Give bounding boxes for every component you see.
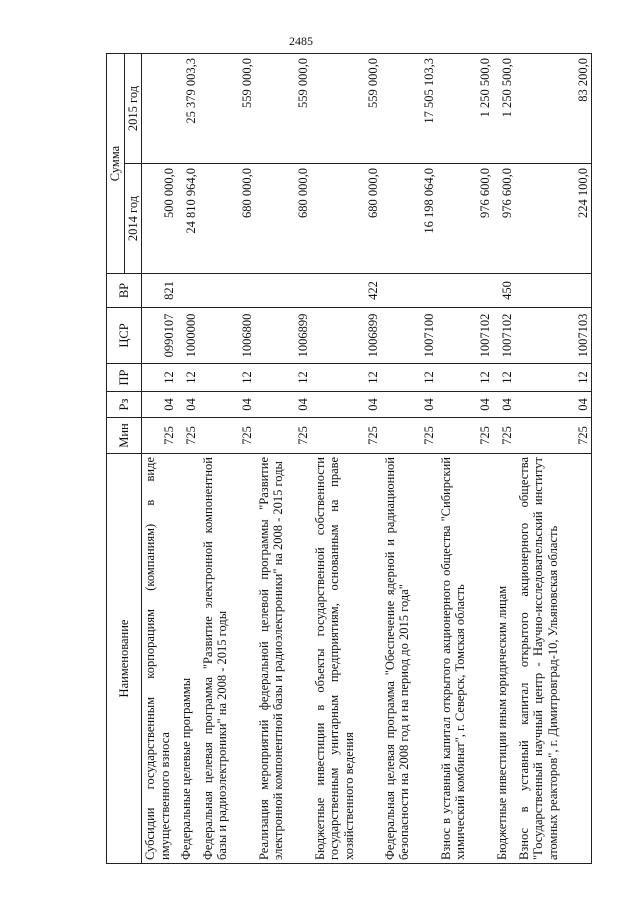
row-2015 (142, 54, 178, 164)
row-csr: 1007100 (382, 308, 438, 364)
row-name: Взнос в уставный капитал открытого акционерного общества "Государственный научный центр - Научно-исследовательский институт атомных реакторов", г. Димитровград-10, Ульяновская область (516, 454, 592, 864)
row-csr: 1006899 (312, 308, 382, 364)
row-name: Бюджетные инвестиции в объекты государственной собственности государственным унитарным предприятиям, основанным на праве хозяйственного ведения (312, 454, 382, 864)
row-min: 725 (438, 418, 494, 454)
row-vr: 450 (494, 274, 516, 308)
row-min: 725 (142, 418, 178, 454)
row-2014: 976 600,0 (494, 164, 516, 274)
row-2015: 1 250 500,0 (494, 54, 516, 164)
page-number: 2485 (289, 34, 313, 48)
row-min: 725 (200, 418, 256, 454)
row-min: 725 (382, 418, 438, 454)
row-2014: 680 000,0 (256, 164, 312, 274)
row-pr: 12 (142, 364, 178, 392)
row-2014: 976 600,0 (438, 164, 494, 274)
row-pr: 12 (438, 364, 494, 392)
header-pr: ПР (107, 364, 142, 392)
row-vr (178, 274, 200, 308)
row-pr: 12 (256, 364, 312, 392)
row-name: Реализация мероприятий федеральной целевой программы "Развитие электронной компонентной базы и радиоэлектроники" на 2008 - 2015 годы (256, 454, 312, 864)
row-csr: 1007102 (494, 308, 516, 364)
row-rz: 04 (494, 392, 516, 418)
row-2014: 224 100,0 (516, 164, 592, 274)
row-rz: 04 (256, 392, 312, 418)
row-pr: 12 (178, 364, 200, 392)
row-2015: 25 379 003,3 (178, 54, 200, 164)
row-name: Федеральная целевая программа "Обеспечение ядерной и радиационной безопасности на 2008 год и на период до 2015 года" (382, 454, 438, 864)
header-2015: 2015 год (124, 54, 142, 164)
row-csr: 1007102 (438, 308, 494, 364)
header-name: Наименование (107, 454, 142, 864)
header-sum: Сумма (107, 54, 125, 274)
row-csr: 1007103 (516, 308, 592, 364)
table-row (516, 54, 592, 864)
row-name: Федеральная целевая программа "Развитие электронной компонентной базы и радиоэлектроники" на 2008 - 2015 годы (200, 454, 256, 864)
row-2014: 500 000,0 (142, 164, 178, 274)
row-pr: 12 (516, 364, 592, 392)
header-vr: ВР (107, 274, 142, 308)
header-csr: ЦСР (107, 308, 142, 364)
row-2015: 559 000,0 (200, 54, 256, 164)
row-pr: 12 (200, 364, 256, 392)
row-vr: 821 (142, 274, 178, 308)
row-vr (200, 274, 256, 308)
row-name: Взнос в уставный капитал открытого акционерного общества "Сибирский химический комбинат", г. Северск, Томская область (438, 454, 494, 864)
table-row (494, 54, 516, 864)
row-rz: 04 (312, 392, 382, 418)
row-rz: 04 (200, 392, 256, 418)
row-2014: 680 000,0 (312, 164, 382, 274)
row-csr: 1006800 (200, 308, 256, 364)
budget-table-rotated (106, 54, 596, 864)
row-vr (516, 274, 592, 308)
header-min: Мин (107, 418, 142, 454)
row-2014: 16 198 064,0 (382, 164, 438, 274)
row-csr: 1006899 (256, 308, 312, 364)
row-2015: 559 000,0 (256, 54, 312, 164)
row-2015: 17 505 103,3 (382, 54, 438, 164)
row-2014: 680 000,0 (200, 164, 256, 274)
row-min: 725 (516, 418, 592, 454)
table-row (142, 54, 178, 864)
row-rz: 04 (438, 392, 494, 418)
row-vr (256, 274, 312, 308)
row-csr: 0990107 (142, 308, 178, 364)
table-row (312, 54, 382, 864)
table-row (178, 54, 200, 864)
row-min: 725 (494, 418, 516, 454)
row-name: Федеральные целевые программы (178, 454, 200, 864)
row-pr: 12 (494, 364, 516, 392)
row-rz: 04 (382, 392, 438, 418)
table-row (382, 54, 438, 864)
table-row (200, 54, 256, 864)
row-2015: 559 000,0 (312, 54, 382, 164)
row-min: 725 (256, 418, 312, 454)
row-2015: 83 200,0 (516, 54, 592, 164)
table-row (256, 54, 312, 864)
row-rz: 04 (178, 392, 200, 418)
row-vr (382, 274, 438, 308)
row-2014: 24 810 964,0 (178, 164, 200, 274)
header-2014: 2014 год (124, 164, 142, 274)
header-rz: Рз (107, 392, 142, 418)
budget-table (106, 53, 592, 864)
row-name: Субсидии государственным корпорациям (компаниям) в виде имущественного взноса (142, 454, 178, 864)
row-min: 725 (178, 418, 200, 454)
row-min: 725 (312, 418, 382, 454)
row-rz: 04 (516, 392, 592, 418)
row-pr: 12 (382, 364, 438, 392)
table-row (438, 54, 494, 864)
row-pr: 12 (312, 364, 382, 392)
row-name: Бюджетные инвестиции иным юридическим лицам (494, 454, 516, 864)
row-vr: 422 (312, 274, 382, 308)
row-csr: 1000000 (178, 308, 200, 364)
row-vr (438, 274, 494, 308)
row-2015: 1 250 500,0 (438, 54, 494, 164)
row-rz: 04 (142, 392, 178, 418)
